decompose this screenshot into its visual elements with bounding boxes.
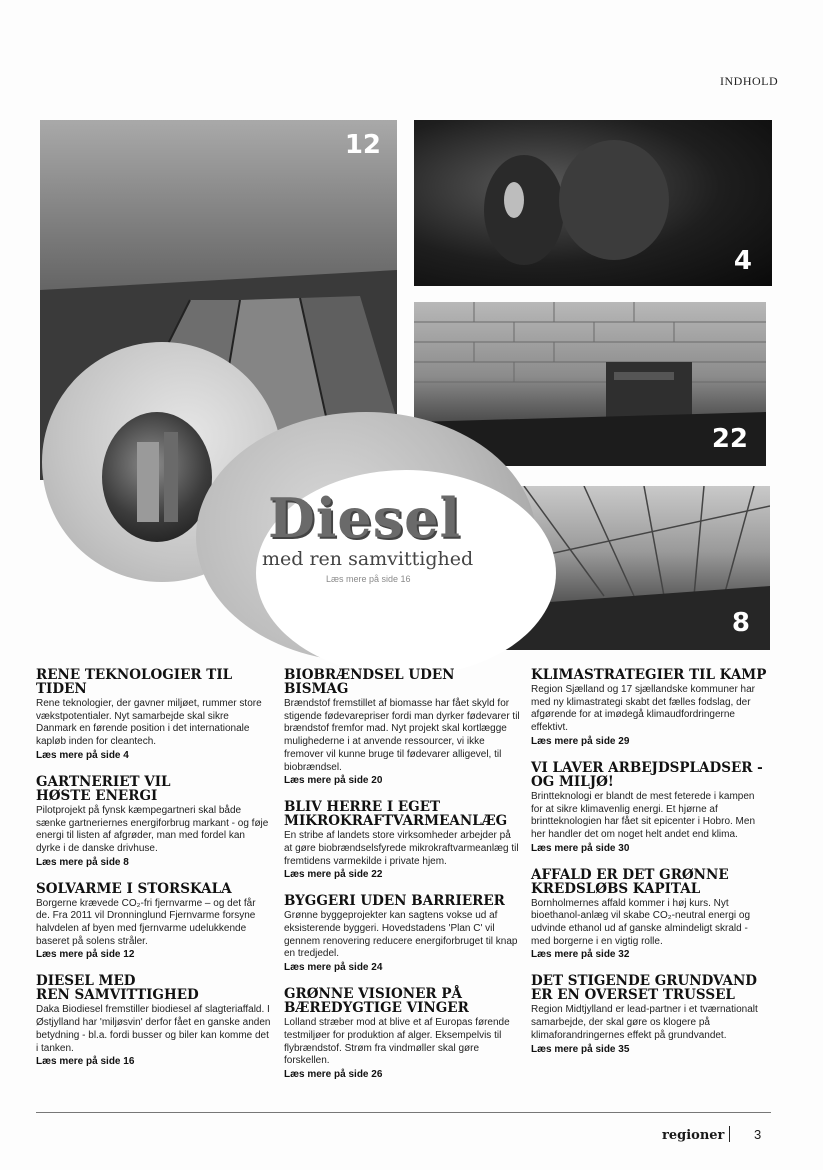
article-title: GARTNERIET VIL HØSTE ENERGI bbox=[36, 773, 171, 804]
toc-article bbox=[531, 868, 767, 961]
silo-illustration bbox=[102, 412, 212, 542]
footer-separator bbox=[729, 1126, 730, 1142]
article-page-link[interactable]: Læs mere på side 30 bbox=[531, 842, 630, 854]
toc-article bbox=[531, 761, 767, 854]
article-page-link[interactable]: Læs mere på side 16 bbox=[36, 1056, 135, 1068]
article-title: BYGGERI UDEN BARRIERER bbox=[284, 893, 505, 910]
biodiesel-plant-photo bbox=[102, 412, 212, 542]
article-page-link[interactable]: Læs mere på side 26 bbox=[284, 1068, 383, 1080]
feature-title: Diesel bbox=[268, 486, 461, 550]
toc-article bbox=[284, 894, 520, 973]
article-title: KLIMASTRATEGIER TIL KAMP bbox=[531, 667, 767, 683]
article-page-link[interactable]: Læs mere på side 24 bbox=[284, 962, 383, 974]
article-page-link[interactable]: Læs mere på side 4 bbox=[36, 749, 129, 761]
article-summary: Brintteknologi er blandt de mest feterede i kampen for at sikre klimavenlig energi. Et hjørne af brintteknologien har fået sit epicenter i Hobro. Men her handler det om noget helt andet end klima. bbox=[531, 790, 756, 840]
toc-article bbox=[36, 775, 272, 868]
toc-article bbox=[284, 800, 520, 880]
section-header: INDHOLD bbox=[720, 74, 779, 88]
toc-column-3 bbox=[531, 668, 767, 1069]
article-title: BLIV HERRE I EGET MIKROKRAFTVARMEANLÆG bbox=[284, 799, 508, 830]
footer-divider bbox=[36, 1112, 771, 1113]
toc-column-2 bbox=[284, 668, 520, 1094]
article-page-link[interactable]: Læs mere på side 20 bbox=[284, 775, 383, 787]
article-page-link[interactable]: Læs mere på side 29 bbox=[531, 735, 630, 747]
toc-article bbox=[531, 974, 767, 1054]
article-summary: Bornholmernes affald kommer i høj kurs. Nyt bioethanol-anlæg vil skabe CO₂-neutral energi og udvinde ethanol ud af ganske almindeligt skrald - med borgerne i en vigtig rolle. bbox=[531, 897, 751, 947]
toc-article bbox=[36, 882, 272, 961]
article-summary: Grønne byggeprojekter kan sagtens vokse ud af eksisterende byggeri. Hovedstadens 'Plan C' vil gennem renovering reducere energiforbruget til knap en tredjedel. bbox=[284, 910, 518, 960]
article-summary: Rene teknologier, der gavner miljøet, rummer store vækstpotentialer. Nyt samarbejde skal sikre Danmark en førende position i det internationale kapløb inden for cleantech. bbox=[36, 698, 262, 748]
feature-subtitle: med ren samvittighed bbox=[262, 548, 474, 570]
article-page-link[interactable]: Læs mere på side 35 bbox=[531, 1043, 630, 1055]
article-summary: Region Sjælland og 17 sjællandske kommuner har med ny klimastrategi skabt det fælles fodslag, der afgørende for at imødegå klimaudfordringerne effektivt. bbox=[531, 684, 756, 734]
article-page-link[interactable]: Læs mere på side 12 bbox=[36, 949, 135, 961]
page-number-label: 8 bbox=[731, 608, 750, 638]
feature-page-reference: Læs mere på side 16 bbox=[326, 574, 411, 584]
page-number-label: 4 bbox=[733, 246, 752, 276]
page-number: 3 bbox=[754, 1127, 762, 1142]
article-title: BIOBRÆNDSEL UDEN BISMAG bbox=[284, 667, 455, 697]
toc-article bbox=[531, 668, 767, 747]
article-summary: Pilotprojekt på fynsk kæmpegartneri skal både sænke gartneriernes energiforbrug markant - og føje energi til listen af afgrøder, man med fordel kan dyrke i de danske drivhuse. bbox=[36, 804, 269, 854]
article-title: DIESEL MED REN SAMVITTIGHED bbox=[36, 973, 199, 1004]
article-title: VI LAVER ARBEJDSPLADSER - OG MILJØ! bbox=[531, 759, 763, 790]
page-number-label: 12 bbox=[344, 130, 381, 160]
article-title: GRØNNE VISIONER PÅ BÆREDYGTIGE VINGER bbox=[284, 986, 469, 1017]
publisher-logo: regioner bbox=[662, 1128, 725, 1143]
toc-column-1 bbox=[36, 668, 272, 1081]
article-title: DET STIGENDE GRUNDVAND ER EN OVERSET TRUSSEL bbox=[531, 973, 757, 1004]
article-summary: En stribe af landets store virksomheder arbejder på at gøre biobrændselsfyrede mikrokraftvarmeanlæg til fremtidens varmekilde i private hjem. bbox=[284, 830, 519, 867]
toc-article bbox=[36, 974, 272, 1067]
article-summary: Region Midtjylland er lead-partner i et tværnationalt samarbejde, der skal gøre os klogere på klimaforandringernes effekt på grundvandet. bbox=[531, 1004, 758, 1041]
article-summary: Lolland stræber mod at blive et af Europas førende testmiljøer for produktion af alger. Eksempelvis til flybrændstof. Strøm fra vindmøller skal gøre forskellen. bbox=[284, 1017, 510, 1067]
workers-illustration bbox=[414, 120, 772, 286]
toc-article bbox=[284, 668, 520, 786]
article-title: AFFALD ER DET GRØNNE KREDSLØBS KAPITAL bbox=[531, 866, 729, 897]
page-number-label: 22 bbox=[711, 424, 748, 454]
article-page-link[interactable]: Læs mere på side 22 bbox=[284, 869, 383, 881]
toc-article bbox=[36, 668, 272, 761]
article-title: RENE TEKNOLOGIER TIL TIDEN bbox=[36, 667, 233, 697]
toc-article bbox=[284, 987, 520, 1080]
article-title: SOLVARME I STORSKALA bbox=[36, 880, 232, 897]
workers-photo bbox=[414, 120, 772, 286]
article-summary: Borgerne krævede CO₂-fri fjernvarme – og det får de. Fra 2011 vil Dronninglund Fjernvarme forsyne halvdelen af byen med fjernvarme udelukkende baseret på solens stråler. bbox=[36, 897, 256, 947]
article-summary: Brændstof fremstillet af biomasse har fået skyld for stigende fødevarepriser fordi man dyrker fødevarer til brændstof fremfor mad. Nyt projekt skal kortlægge mulighederne i at anvende ressourcer, vi ikke fremover vil kunne bruge til fødevarer alligevel, til biobrændsel. bbox=[284, 698, 520, 773]
article-page-link[interactable]: Læs mere på side 8 bbox=[36, 856, 129, 868]
article-page-link[interactable]: Læs mere på side 32 bbox=[531, 949, 630, 961]
article-summary: Daka Biodiesel fremstiller biodiesel af slagteriaffald. I Østjylland har 'miljøsvin' derfor fået en ganske anden betydning - bl.a. fordi busser og biler kan komme det i tanken. bbox=[36, 1004, 271, 1054]
